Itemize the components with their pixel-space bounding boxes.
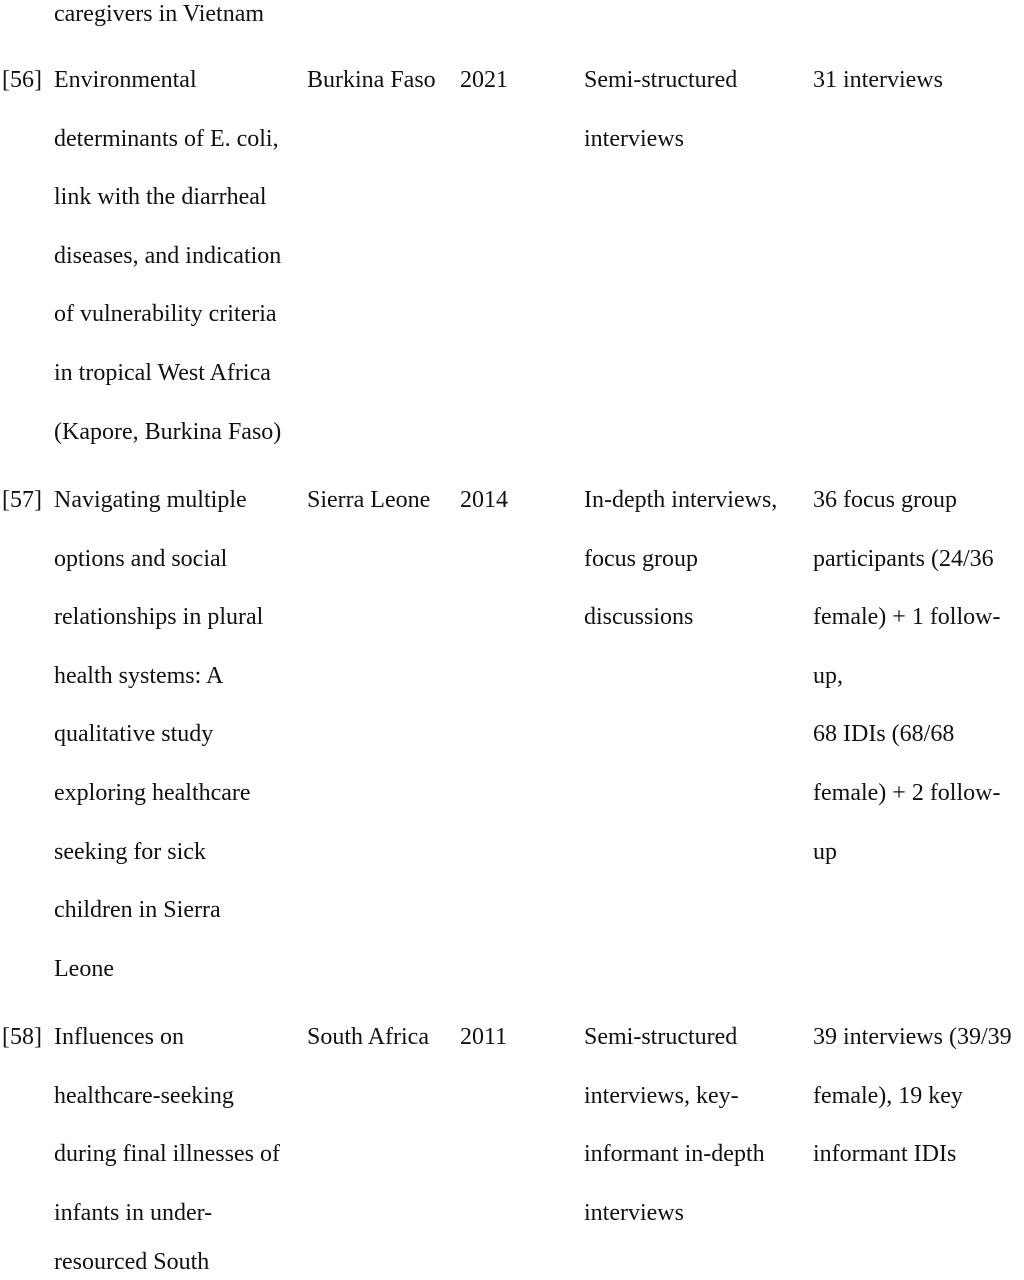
reference-number: [58] bbox=[2, 1024, 42, 1050]
study-title-line: relationships in plural bbox=[54, 604, 264, 630]
study-method-line: interviews bbox=[584, 126, 684, 152]
reference-number: [56] bbox=[2, 67, 42, 93]
study-country: Sierra Leone bbox=[307, 487, 431, 513]
continued-title-line: caregivers in Vietnam bbox=[54, 1, 265, 27]
study-sample-line: female) + 1 follow- bbox=[813, 604, 1001, 630]
study-title-line: link with the diarrheal bbox=[54, 184, 267, 210]
study-title-line: options and social bbox=[54, 546, 228, 572]
study-title-line: Navigating multiple bbox=[54, 487, 247, 513]
study-sample-line: up, bbox=[813, 663, 843, 689]
study-country: South Africa bbox=[307, 1024, 429, 1050]
study-title-line: exploring healthcare bbox=[54, 780, 251, 806]
study-title-line: qualitative study bbox=[54, 721, 214, 747]
study-title-line: infants in under- bbox=[54, 1200, 213, 1226]
study-title-line: healthcare-seeking bbox=[54, 1083, 234, 1109]
study-year: 2014 bbox=[460, 487, 508, 513]
study-year: 2011 bbox=[460, 1024, 508, 1050]
study-method-line: interviews bbox=[584, 1200, 684, 1226]
study-title-line: during final illnesses of bbox=[54, 1141, 280, 1167]
study-method-line: In-depth interviews, bbox=[584, 487, 778, 513]
study-title-line: Leone bbox=[54, 956, 114, 982]
study-title-line: of vulnerability criteria bbox=[54, 301, 277, 327]
study-title-line: resourced South bbox=[54, 1249, 210, 1275]
study-method-line: interviews, key- bbox=[584, 1083, 739, 1109]
study-sample-line: female), 19 key bbox=[813, 1083, 963, 1109]
study-title-line: Influences on bbox=[54, 1024, 184, 1050]
study-sample-line: 31 interviews bbox=[813, 67, 943, 93]
study-title-line: (Kapore, Burkina Faso) bbox=[54, 419, 282, 445]
study-year: 2021 bbox=[460, 67, 508, 93]
study-title-line: Environmental bbox=[54, 67, 197, 93]
study-title-line: seeking for sick bbox=[54, 839, 206, 865]
study-sample-line: female) + 2 follow- bbox=[813, 780, 1001, 806]
study-method-line: informant in-depth bbox=[584, 1141, 765, 1167]
study-method-line: focus group bbox=[584, 546, 698, 572]
study-sample-line: 39 interviews (39/39 bbox=[813, 1024, 1012, 1050]
study-sample-line: participants (24/36 bbox=[813, 546, 994, 572]
study-title-line: health systems: A bbox=[54, 663, 224, 689]
reference-number: [57] bbox=[2, 487, 42, 513]
study-title-line: children in Sierra bbox=[54, 897, 221, 923]
study-method-line: Semi-structured bbox=[584, 67, 738, 93]
study-method-line: Semi-structured bbox=[584, 1024, 738, 1050]
study-title-line: determinants of E. coli, bbox=[54, 126, 279, 152]
study-method-line: discussions bbox=[584, 604, 694, 630]
study-title-line: in tropical West Africa bbox=[54, 360, 271, 386]
study-sample-line: up bbox=[813, 839, 837, 865]
study-sample-line: informant IDIs bbox=[813, 1141, 957, 1167]
study-country: Burkina Faso bbox=[307, 67, 436, 93]
study-sample-line: 68 IDIs (68/68 bbox=[813, 721, 955, 747]
study-title-line: diseases, and indication bbox=[54, 243, 282, 269]
study-sample-line: 36 focus group bbox=[813, 487, 957, 513]
